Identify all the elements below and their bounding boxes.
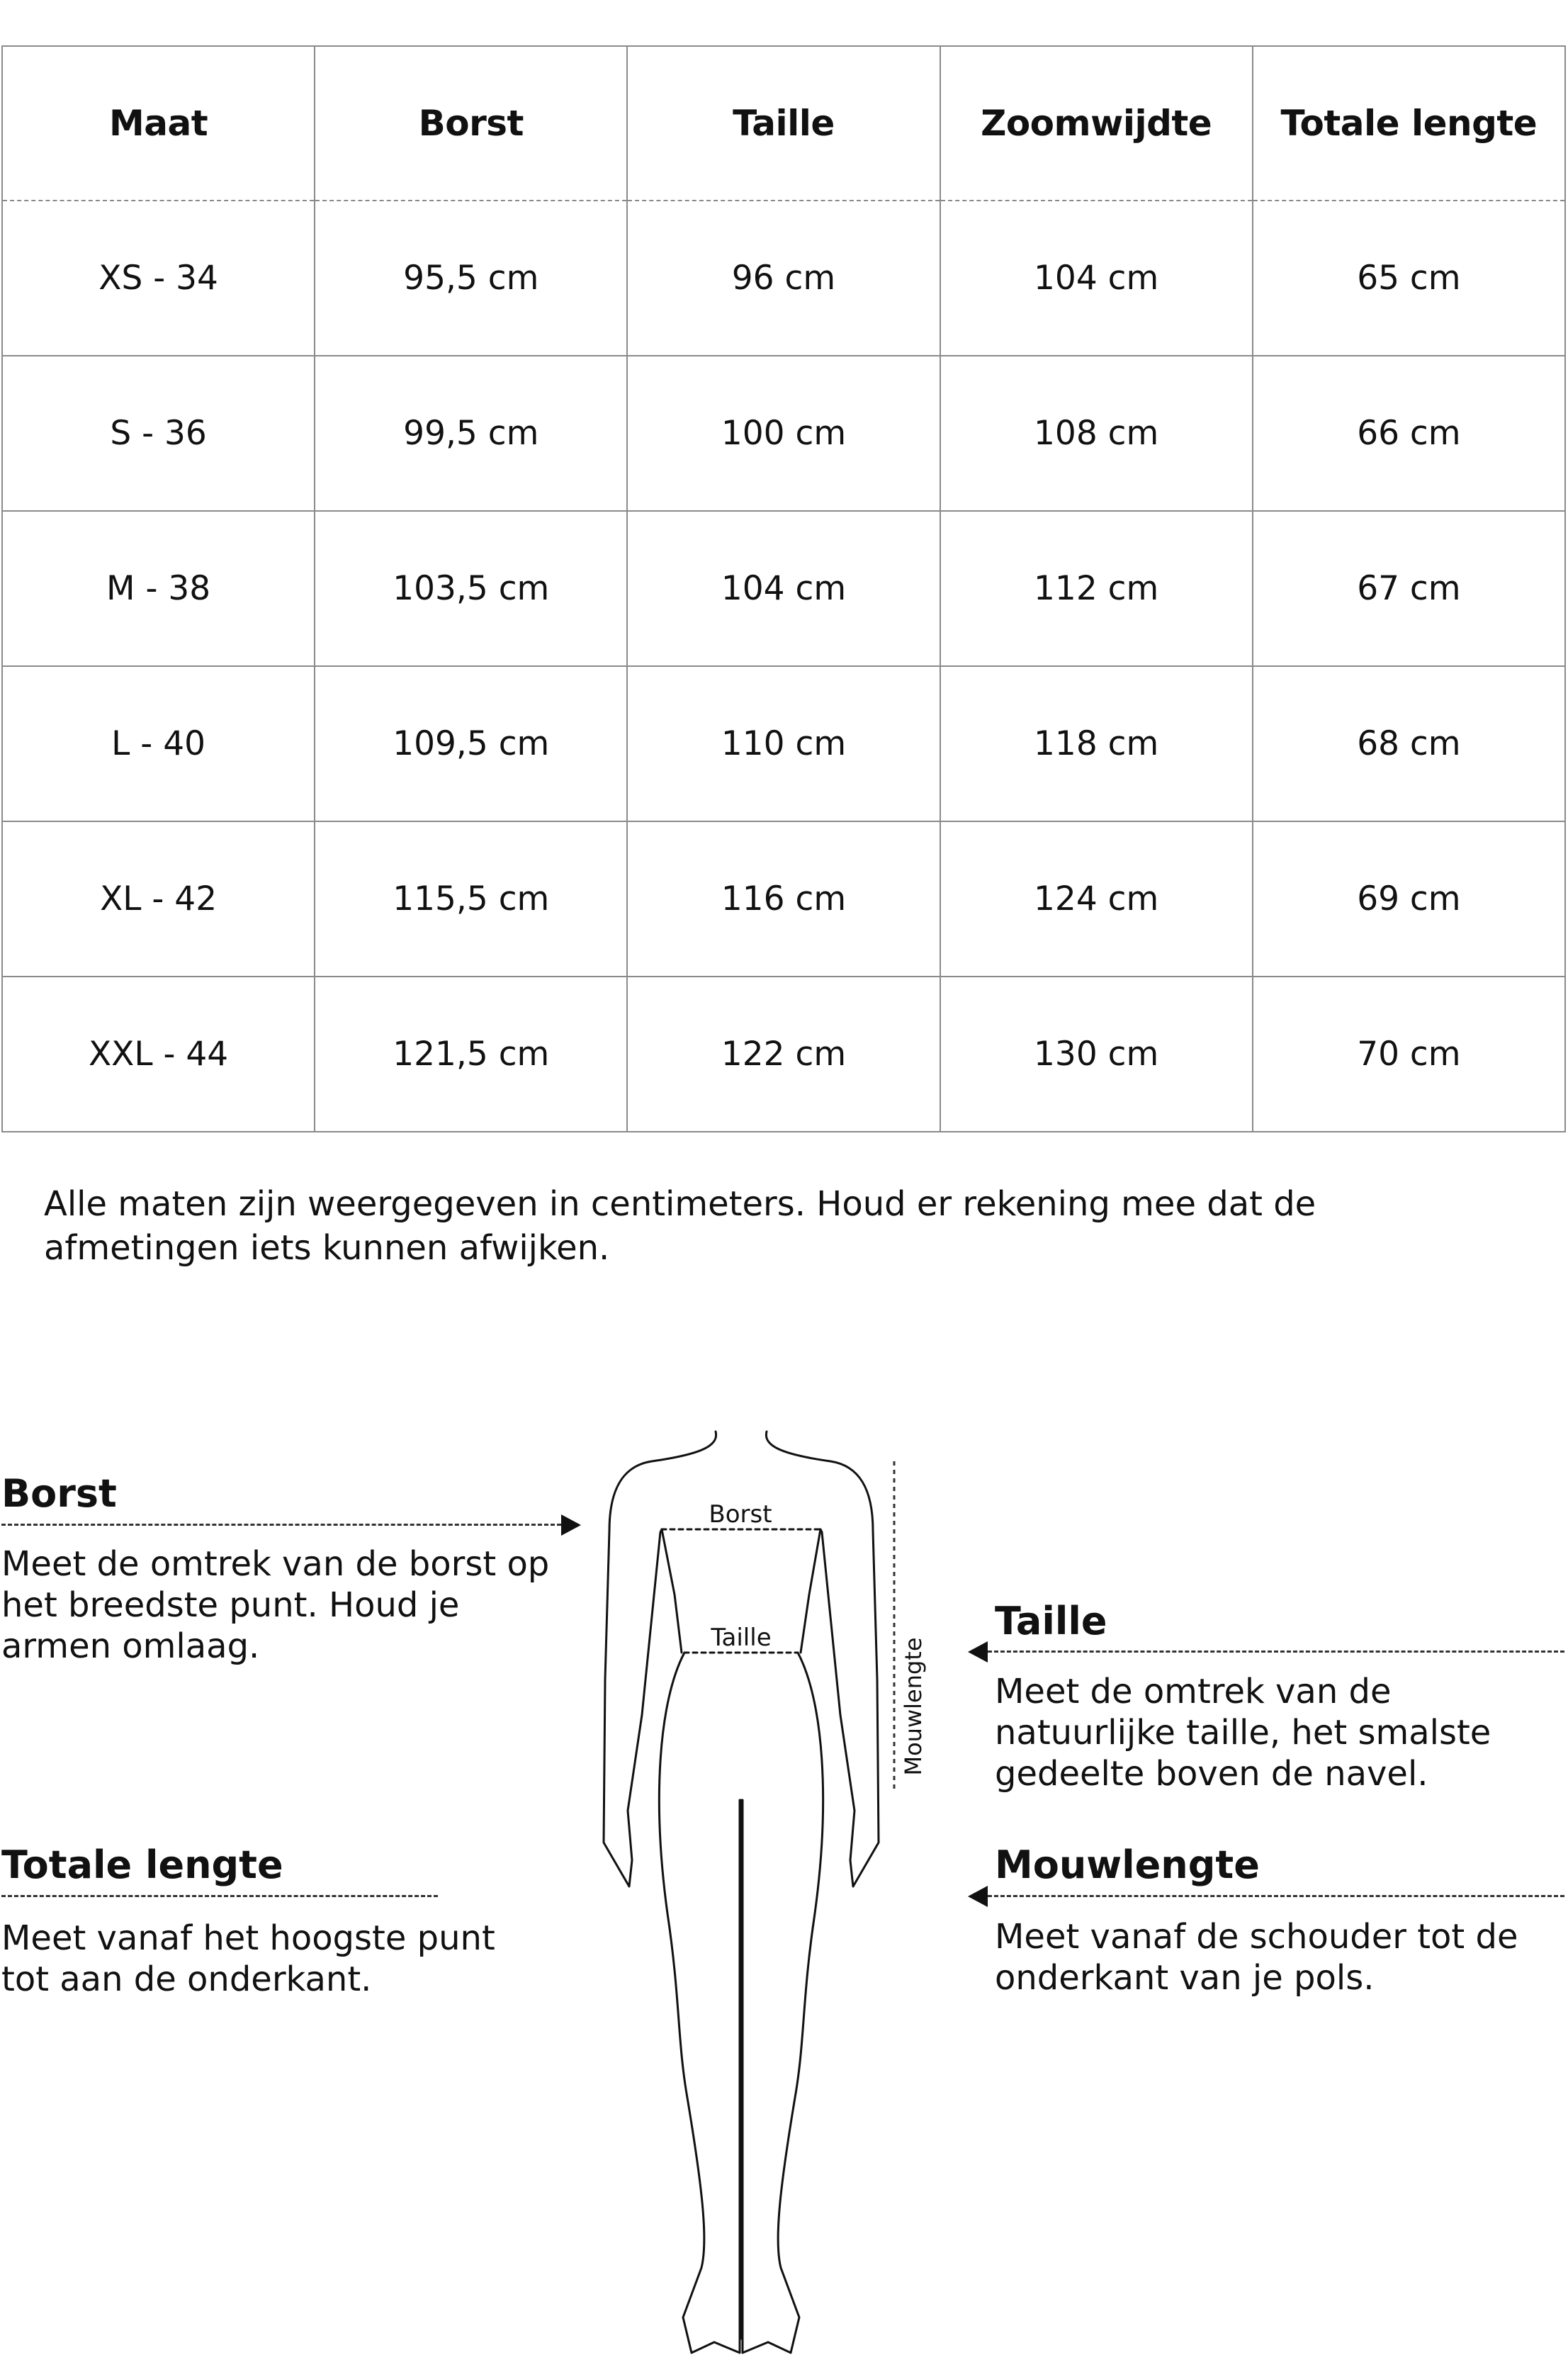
totale-lengte-title: Totale lengte — [1, 1843, 283, 1887]
measurement-note: Alle maten zijn weergegeven in centimeters. Houd er rekening mee dat de afmetingen iets kunnen afwijken. — [44, 1184, 1316, 1268]
column-header-totale-lengte: Totale lengte — [1253, 46, 1565, 201]
table-cell: 96 cm — [627, 201, 940, 356]
mouwlengte-title: Mouwlengte — [995, 1843, 1260, 1887]
arrow-right-icon — [561, 1514, 581, 1536]
table-cell: 70 cm — [1253, 977, 1565, 1132]
table-cell: 104 cm — [940, 201, 1253, 356]
table-cell: M - 38 — [2, 511, 315, 666]
table-cell: XL - 42 — [2, 821, 315, 977]
table-cell: XXL - 44 — [2, 977, 315, 1132]
borst-description: Meet de omtrek van de borst op het breedste punt. Houd je armen omlaag. — [1, 1544, 550, 1666]
table-cell: 121,5 cm — [315, 977, 627, 1132]
table-row — [2, 511, 1565, 666]
table-cell: 95,5 cm — [315, 201, 627, 356]
table-row — [2, 977, 1565, 1132]
arrow-left-icon — [968, 1886, 988, 1907]
table-cell: XS - 34 — [2, 201, 315, 356]
table-cell: 124 cm — [940, 821, 1253, 977]
body-outline — [604, 1432, 879, 2353]
column-header-zoomwijdte: Zoomwijdte — [940, 46, 1253, 201]
table-cell: 103,5 cm — [315, 511, 627, 666]
table-cell: 66 cm — [1253, 356, 1565, 511]
mouwlengte-dashed-line — [988, 1895, 1564, 1897]
borst-title: Borst — [1, 1471, 117, 1516]
table-cell: 116 cm — [627, 821, 940, 977]
taille-description: Meet de omtrek van de natuurlijke taille, het smalste gedeelte boven de navel. — [995, 1672, 1491, 1794]
arrow-left-icon — [968, 1641, 988, 1663]
taille-title: Taille — [995, 1599, 1107, 1643]
table-cell: 99,5 cm — [315, 356, 627, 511]
column-header-borst: Borst — [315, 46, 627, 201]
table-cell: 108 cm — [940, 356, 1253, 511]
figure-label-taille: Taille — [711, 1624, 772, 1652]
table-row — [2, 666, 1565, 821]
table-cell: 112 cm — [940, 511, 1253, 666]
table-cell: 100 cm — [627, 356, 940, 511]
table-row — [2, 356, 1565, 511]
table-cell: 122 cm — [627, 977, 940, 1132]
table-cell: L - 40 — [2, 666, 315, 821]
table-cell: 118 cm — [940, 666, 1253, 821]
figure-label-borst: Borst — [709, 1500, 772, 1529]
taille-dashed-line — [988, 1650, 1564, 1653]
table-row — [2, 201, 1565, 356]
borst-dashed-line — [1, 1524, 561, 1526]
table-header-row — [2, 46, 1565, 201]
column-header-maat: Maat — [2, 46, 315, 201]
table-cell: 104 cm — [627, 511, 940, 666]
column-header-taille: Taille — [627, 46, 940, 201]
table-row — [2, 821, 1565, 977]
table-cell: 69 cm — [1253, 821, 1565, 977]
table-cell: 109,5 cm — [315, 666, 627, 821]
table-cell: 68 cm — [1253, 666, 1565, 821]
mouwlengte-description: Meet vanaf de schouder tot de onderkant van je pols. — [995, 1917, 1518, 1998]
figure-label-mouwlengte: Mouwlengte — [900, 1637, 927, 1776]
totale-lengte-dashed-line — [1, 1895, 438, 1897]
table-cell: 130 cm — [940, 977, 1253, 1132]
table-cell: 115,5 cm — [315, 821, 627, 977]
table-cell: S - 36 — [2, 356, 315, 511]
table-cell: 67 cm — [1253, 511, 1565, 666]
table-cell: 65 cm — [1253, 201, 1565, 356]
table-cell: 110 cm — [627, 666, 940, 821]
size-table — [1, 45, 1566, 1132]
body-figure-illustration — [588, 1417, 957, 2362]
totale-lengte-description: Meet vanaf het hoogste punt tot aan de onderkant. — [1, 1918, 495, 1999]
